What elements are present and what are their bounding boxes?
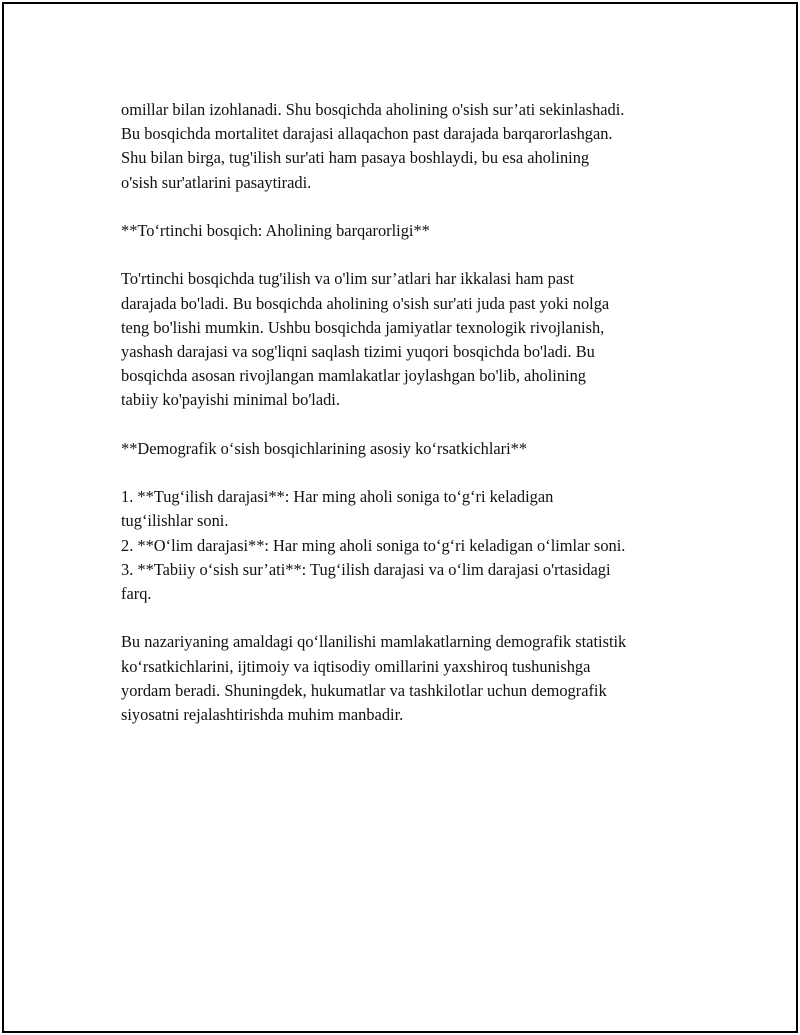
- indicator-list: [121, 485, 711, 606]
- text-line: Shu bilan birga, tug'ilish sur'ati ham pasaya boshlaydi, bu esa aholining: [121, 148, 590, 168]
- paragraph-stage3-summary: [121, 98, 711, 195]
- list-item-line: 2. **O‘lim darajasi**: Har ming aholi soniga to‘g‘ri keladigan o‘limlar soni.: [121, 535, 626, 555]
- text-line: To'rtinchi bosqichda tug'ilish va o'lim sur’atlari har ikkalasi ham past: [121, 269, 575, 289]
- text-line: tabiiy ko'payishi minimal bo'ladi.: [121, 390, 340, 410]
- text-line: Bu nazariyaning amaldagi qo‘llanilishi mamlakatlarning demografik statistik: [121, 632, 627, 652]
- document-body: [121, 98, 711, 751]
- paragraph-fourth-stage: [121, 267, 711, 412]
- list-item-line: farq.: [121, 584, 152, 603]
- text-line: teng bo'lishi mumkin. Ushbu bosqichda jamiyatlar texnologik rivojlanish,: [121, 317, 605, 337]
- text-line: omillar bilan izohlanadi. Shu bosqichda aholining o'sish sur’ati sekinlashadi.: [121, 100, 625, 119]
- list-item: [121, 558, 711, 606]
- heading-indicators: [121, 437, 711, 461]
- text-line: darajada bo'ladi. Bu bosqichda aholining o'sish sur'ati juda past yoki nolga: [121, 293, 610, 313]
- list-item-line: 1. **Tug‘ilish darajasi**: Har ming aholi soniga to‘g‘ri keladigan: [121, 487, 554, 507]
- text-line: yashash darajasi va sog'liqni saqlash tizimi yuqori bosqichda bo'ladi. Bu: [121, 342, 595, 361]
- heading-text: **Demografik o‘sish bosqichlarining asosiy ko‘rsatkichlari**: [121, 438, 528, 458]
- text-line: o'sish sur'atlarini pasaytiradi.: [121, 172, 312, 192]
- text-line: Bu bosqichda mortalitet darajasi allaqachon past darajada barqarorlashgan.: [121, 124, 613, 144]
- heading-fourth-stage: [121, 219, 711, 243]
- text-line: yordam beradi. Shuningdek, hukumatlar va tashkilotlar uchun demografik: [121, 680, 607, 700]
- list-item-line: 3. **Tabiiy o‘sish sur’ati**: Tug‘ilish darajasi va o‘lim darajasi o'rtasidagi: [121, 559, 611, 579]
- text-line: ko‘rsatkichlarini, ijtimoiy va iqtisodiy omillarini yaxshiroq tushunishga: [121, 656, 591, 676]
- heading-text: **To‘rtinchi bosqich: Aholining barqarorligi**: [121, 221, 430, 240]
- list-item-line: tug‘ilishlar soni.: [121, 511, 229, 531]
- list-item: [121, 485, 711, 533]
- paragraph-closing: [121, 630, 711, 727]
- text-line: siyosatni rejalashtirishda muhim manbadir.: [121, 705, 404, 724]
- text-line: bosqichda asosan rivojlangan mamlakatlar joylashgan bo'lib, aholining: [121, 366, 586, 386]
- page-frame: [2, 2, 798, 1033]
- list-item: [121, 534, 711, 558]
